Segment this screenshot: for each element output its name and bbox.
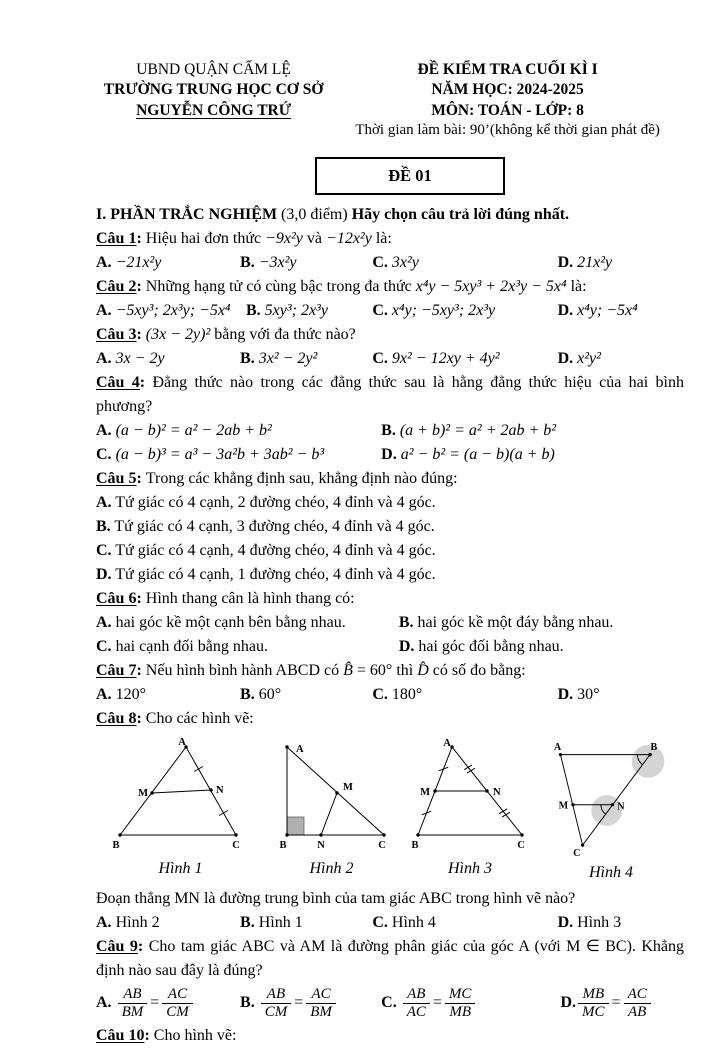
q3-option-d: D. x²y² xyxy=(557,350,601,368)
fig2-vertex-c: C xyxy=(378,840,386,852)
exam-code: ĐỀ 01 xyxy=(388,165,432,185)
fraction: $\frac{AB}{BM}$ xyxy=(118,986,148,1022)
fraction: $\frac{MC}{MB}$ xyxy=(445,986,476,1022)
question-6-colon: : xyxy=(136,590,146,608)
fig3-point-n: N xyxy=(493,787,501,799)
fig4-point-n: N xyxy=(617,801,625,813)
question-8-text: Cho các hình vẽ: xyxy=(145,710,254,728)
question-2 xyxy=(96,275,684,323)
question-6-text: Hình thang cân là hình thang có: xyxy=(145,590,355,608)
question-7-label: Câu 7 xyxy=(96,662,137,680)
q7-option-b: B. 60° xyxy=(240,686,282,704)
question-9 xyxy=(96,935,684,1022)
fig3-vertex-a: A xyxy=(443,738,451,750)
q1-option-a: A. −21x²y xyxy=(96,254,162,272)
header-exam-block xyxy=(331,60,684,141)
question-3-label: Câu 3 xyxy=(96,326,137,344)
question-8 xyxy=(96,707,684,935)
q1-option-c: C. 3x²y xyxy=(372,254,419,272)
question-1-label: Câu 1 xyxy=(96,230,137,248)
question-10-text: Cho hình vẽ: xyxy=(153,1026,237,1044)
q4-option-b: B. (a + b)² = a² + 2ab + b² xyxy=(381,422,557,440)
question-9-label: Câu 9 xyxy=(96,938,138,956)
q7-option-a: A. 120° xyxy=(96,686,146,704)
fig4-vertex-a: A xyxy=(553,742,562,754)
question-4-label: Câu 4 xyxy=(96,374,140,392)
fig1-vertex-c: C xyxy=(232,840,240,852)
question-5-colon: : xyxy=(136,470,146,488)
header xyxy=(96,60,684,141)
q9-option-a: A. $\frac{AB}{BM}$ = $\frac{AC}{CM}$ xyxy=(96,985,240,1022)
question-6 xyxy=(96,587,684,659)
fraction: $\frac{AB}{CM}$ xyxy=(261,986,292,1022)
fig2-vertex-b: B xyxy=(279,840,287,852)
fig2-point-n: N xyxy=(317,840,325,852)
q3-option-b: B. 3x² − 2y² xyxy=(240,350,318,368)
q3-option-a: A. 3x − 2y xyxy=(96,350,165,368)
q2-option-b: B. 5xy³; 2x³y xyxy=(245,302,328,320)
question-9-colon: : xyxy=(137,938,149,956)
question-7 xyxy=(96,659,684,707)
q5-option-d: D. Tứ giác có 4 cạnh, 1 đường chéo, 4 đỉnh và 4 góc. xyxy=(96,566,436,584)
header-org-line2: TRƯỜNG TRUNG HỌC CƠ SỞ xyxy=(103,81,324,99)
q9-option-c: C. $\frac{AB}{AC}$ = $\frac{MC}{MB}$ xyxy=(381,985,560,1022)
q5-option-c: C. Tứ giác có 4 cạnh, 4 đường chéo, 4 đỉnh và 4 góc. xyxy=(96,542,436,560)
q5-option-b: B. Tứ giác có 4 cạnh, 3 đường chéo, 4 đỉnh và 4 góc. xyxy=(96,518,435,536)
fig3-point-m: M xyxy=(420,787,430,799)
question-10 xyxy=(96,1024,684,1048)
figure-3 xyxy=(410,737,530,881)
question-9-text: Cho tam giác ABC và AM là đường phân giác của góc A (với M ∈ BC). Khẳng định nào sau đây là đúng? xyxy=(96,938,685,980)
figure-4 xyxy=(546,737,676,885)
q6-option-d: D. hai góc đối bằng nhau. xyxy=(398,638,564,656)
fraction: $\frac{AC}{AB}$ xyxy=(624,986,651,1022)
exam-title: ĐỀ KIỂM TRA CUỐI KÌ I xyxy=(417,61,598,78)
question-5 xyxy=(96,467,684,587)
figure-1-drawing xyxy=(108,737,253,855)
question-5-label: Câu 5 xyxy=(96,470,137,488)
fig1-point-m: M xyxy=(138,788,148,800)
q5-option-a: A. Tứ giác có 4 cạnh, 2 đường chéo, 4 đỉnh và 4 góc. xyxy=(96,494,436,512)
question-2-colon: : xyxy=(136,278,146,296)
q9-option-d: D. $\frac{MB}{MC}$ = $\frac{AC}{AB}$ xyxy=(560,985,683,1022)
question-8-colon: : xyxy=(136,710,146,728)
fig1-vertex-b: B xyxy=(112,840,120,852)
fig1-point-n: N xyxy=(216,785,224,797)
school-year: NĂM HỌC: 2024-2025 xyxy=(431,81,584,99)
q4-option-d: D. a² − b² = (a − b)(a + b) xyxy=(381,446,555,464)
question-3-text: (3x − 2y)² bằng với đa thức nào? xyxy=(145,326,356,344)
q1-option-b: B. −3x²y xyxy=(240,254,297,272)
question-7-text: Nếu hình bình hành ABCD có B̂ = 60° thì D̂ có số đo bằng: xyxy=(145,662,526,680)
question-4 xyxy=(96,371,684,467)
fig1-vertex-a: A xyxy=(178,737,186,749)
fig3-vertex-c: C xyxy=(517,840,525,852)
section-1-points: (3,0 điểm) xyxy=(277,206,352,224)
question-8-text2: Đoạn thẳng MN là đường trung bình của tam giác ABC trong hình vẽ nào? xyxy=(96,890,576,908)
figure-1-caption: Hình 1 xyxy=(158,860,203,878)
q8-option-c: C. Hình 4 xyxy=(372,914,436,932)
fig3-vertex-b: B xyxy=(411,840,419,852)
q6-option-c: C. hai cạnh đối bằng nhau. xyxy=(96,638,268,656)
figure-4-caption: Hình 4 xyxy=(589,864,633,882)
question-10-colon: : xyxy=(144,1026,154,1044)
figure-2-drawing xyxy=(269,737,394,855)
section-1-instruction: Hãy chọn câu trả lời đúng nhất. xyxy=(351,206,570,224)
question-1 xyxy=(96,227,684,275)
figure-4-drawing xyxy=(546,737,676,859)
question-3-colon: : xyxy=(136,326,146,344)
figure-2-caption: Hình 2 xyxy=(309,860,354,878)
figure-1 xyxy=(108,737,253,881)
fig4-vertex-c: C xyxy=(573,847,581,859)
exam-code-box xyxy=(315,157,505,195)
subject-grade: MÔN: TOÁN - LỚP: 8 xyxy=(431,101,584,119)
q2-option-d: D. x⁴y; −5x⁴ xyxy=(557,302,638,320)
fraction: $\frac{AB}{AC}$ xyxy=(403,986,430,1022)
q6-option-a: A. hai góc kề một cạnh bên bằng nhau. xyxy=(96,614,346,632)
header-school-block xyxy=(96,60,331,141)
question-8-label: Câu 8 xyxy=(96,710,137,728)
q7-option-d: D. 30° xyxy=(557,686,600,704)
question-7-colon: : xyxy=(136,662,146,680)
fig2-point-m: M xyxy=(343,782,353,794)
figure-row xyxy=(108,737,684,885)
question-4-colon: : xyxy=(139,374,153,392)
q8-option-a: A. Hình 2 xyxy=(96,914,160,932)
q8-option-d: D. Hình 3 xyxy=(557,914,622,932)
q4-option-c: C. (a − b)³ = a³ − 3a²b + 3ab² − b³ xyxy=(96,446,325,464)
q2-option-a: A. −5xy³; 2x³y; −5x⁴ xyxy=(96,302,231,320)
question-10-label: Câu 10 xyxy=(96,1026,145,1044)
header-org-line3: NGUYỄN CÔNG TRỨ xyxy=(136,101,292,119)
time-note: Thời gian làm bài: 90’(không kể thời gian phát đề) xyxy=(355,122,660,139)
fraction: $\frac{MB}{MC}$ xyxy=(578,986,609,1022)
fig2-right-angle-square xyxy=(287,817,304,835)
q6-option-b: B. hai góc kề một đáy bằng nhau. xyxy=(398,614,614,632)
question-5-text: Trong các khẳng định sau, khẳng định nào đúng: xyxy=(145,470,458,488)
fraction: $\frac{AC}{BM}$ xyxy=(306,986,336,1022)
fig2-vertex-a: A xyxy=(296,744,304,756)
q2-option-c: C. x⁴y; −5xy³; 2x³y xyxy=(372,302,496,320)
question-2-text: Những hạng tử có cùng bậc trong đa thức x⁴y − 5xy³ + 2x³y − 5x⁴ là: xyxy=(145,278,587,296)
fraction: $\frac{AC}{CM}$ xyxy=(162,986,193,1022)
q1-option-d: D. 21x²y xyxy=(557,254,613,272)
question-4-text: Đẳng thức nào trong các đẳng thức sau là hằng đẳng thức hiệu của hai bình phương? xyxy=(96,374,684,416)
figure-2 xyxy=(269,737,394,881)
question-1-colon: : xyxy=(136,230,146,248)
q3-option-c: C. 9x² − 12xy + 4y² xyxy=(372,350,500,368)
fig4-vertex-b: B xyxy=(650,742,658,754)
question-2-label: Câu 2 xyxy=(96,278,137,296)
q7-option-c: C. 180° xyxy=(372,686,423,704)
section-1-name: I. PHẦN TRẮC NGHIỆM xyxy=(96,206,278,224)
question-3 xyxy=(96,323,684,371)
figure-3-caption: Hình 3 xyxy=(448,860,492,878)
fig4-point-m: M xyxy=(558,800,569,812)
header-org-line1: UBND QUẬN CẨM LỆ xyxy=(136,61,291,78)
q4-option-a: A. (a − b)² = a² − 2ab + b² xyxy=(96,422,272,440)
q9-option-b: B. $\frac{AB}{CM}$ = $\frac{AC}{BM}$ xyxy=(240,985,381,1022)
q8-option-b: B. Hình 1 xyxy=(240,914,303,932)
question-1-text: Hiệu hai đơn thức −9x²y và −12x²y là: xyxy=(145,230,392,248)
question-6-label: Câu 6 xyxy=(96,590,137,608)
figure-3-drawing xyxy=(410,737,530,855)
section-1-title xyxy=(96,203,684,227)
